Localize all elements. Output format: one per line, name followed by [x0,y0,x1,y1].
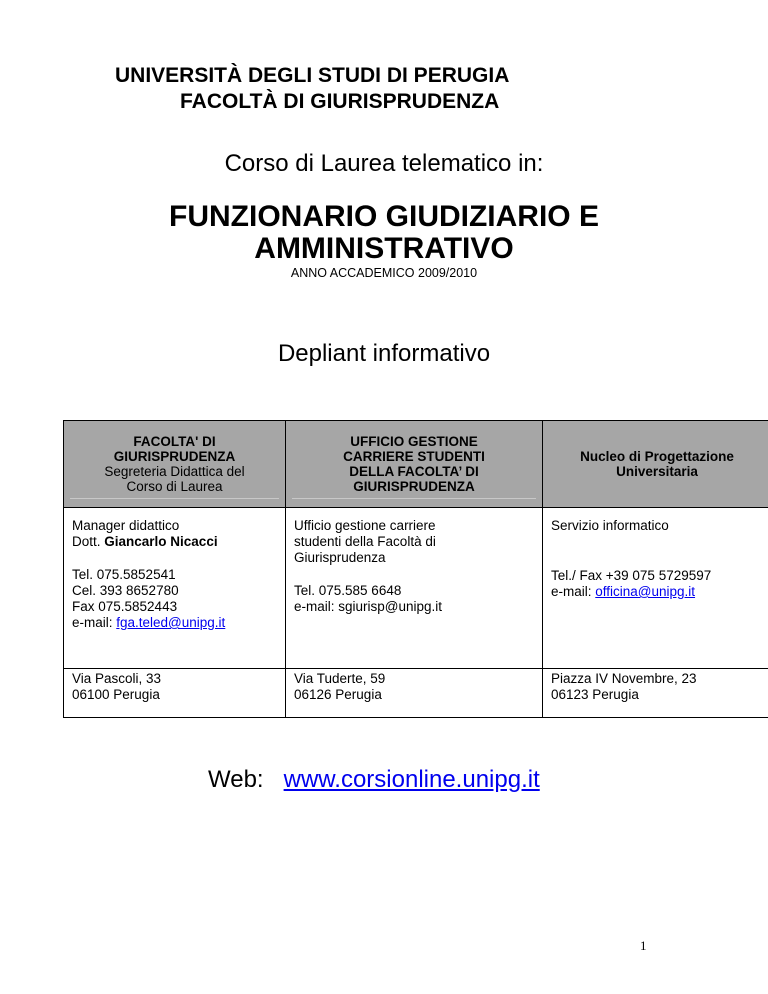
header-title: Universitaria [616,464,698,479]
address-cell-office [286,668,543,717]
university-name: UNIVERSITÀ DEGLI STUDI DI PERUGIA [115,64,510,87]
header-title: GIURISPRUDENZA [113,449,236,464]
manager-role: Manager didattico [72,518,180,533]
header-subtitle: Corso di Laurea [126,479,223,494]
header-divider [292,498,536,499]
email-label: e-mail: [551,584,596,599]
course-title-line2: AMMINISTRATIVO [254,232,514,265]
course-title-line1: FUNZIONARIO GIUDIZIARIO E [169,200,599,233]
office-desc: Giurisprudenza [294,550,386,565]
details-cell-faculty [64,508,286,669]
fax-number: Fax 075.5852443 [72,599,178,614]
header-title: GIURISPRUDENZA [353,479,475,494]
header-cell-faculty [64,421,286,508]
contacts-table [63,420,768,718]
academic-year: ANNO ACCADEMICO 2009/2010 [290,266,478,280]
contacts-details-row [64,508,768,669]
header-title: DELLA FACOLTA’ DI [349,464,479,479]
address-street: Via Tuderte, 59 [294,670,386,686]
address-city: 06126 Perugia [294,686,382,702]
header-divider [70,498,279,499]
office-desc: Ufficio gestione carriere [294,518,436,533]
course-intro: Corso di Laurea telematico in: [224,150,544,177]
email-line: e-mail: sgiurisp@unipg.it [294,599,443,614]
contacts-header-row [64,421,768,508]
document-subtitle: Depliant informativo [277,340,491,367]
address-cell-nucleo [543,668,768,717]
header-cell-office [286,421,543,508]
phone-number: Tel. 075.585 6648 [294,583,402,598]
page-number: 1 [640,938,647,953]
website-label: Web: [208,766,264,793]
header-title: UFFICIO GESTIONE [350,434,478,449]
email-label: e-mail: [72,615,117,630]
address-street: Piazza IV Novembre, 23 [551,670,697,686]
address-street: Via Pascoli, 33 [72,670,162,686]
email-line [72,615,277,631]
header-title: CARRIERE STUDENTI [343,449,485,464]
header-title: Nucleo di Progettazione [580,449,734,464]
manager-prefix: Dott. [72,534,105,549]
details-cell-office [286,508,543,669]
header-cell-nucleo [543,421,768,508]
address-city: 06100 Perugia [72,686,160,702]
phone-number: Tel. 075.5852541 [72,567,176,582]
service-desc: Servizio informatico [551,518,669,533]
address-cell-faculty [64,668,286,717]
header-subtitle: Segreteria Didattica del [104,464,245,479]
faculty-name: FACOLTÀ DI GIURISPRUDENZA [180,90,500,113]
phone-fax-number: Tel./ Fax +39 075 5729597 [551,568,712,583]
mobile-number: Cel. 393 8652780 [72,583,179,598]
office-desc: studenti della Facoltà di [294,534,436,549]
email-link[interactable]: fga.teled@unipg.it [116,615,226,630]
manager-name-line [72,534,277,550]
contacts-address-row [64,668,768,717]
header-title: FACOLTA' DI [133,434,216,449]
manager-name: Giancarlo Nicacci [104,534,218,549]
email-link[interactable]: officina@unipg.it [595,584,696,599]
details-cell-nucleo [543,508,768,669]
email-line [551,584,763,600]
website-link[interactable]: www.corsionline.unipg.it [283,766,540,793]
website-line [208,766,540,794]
address-city: 06123 Perugia [551,686,639,702]
